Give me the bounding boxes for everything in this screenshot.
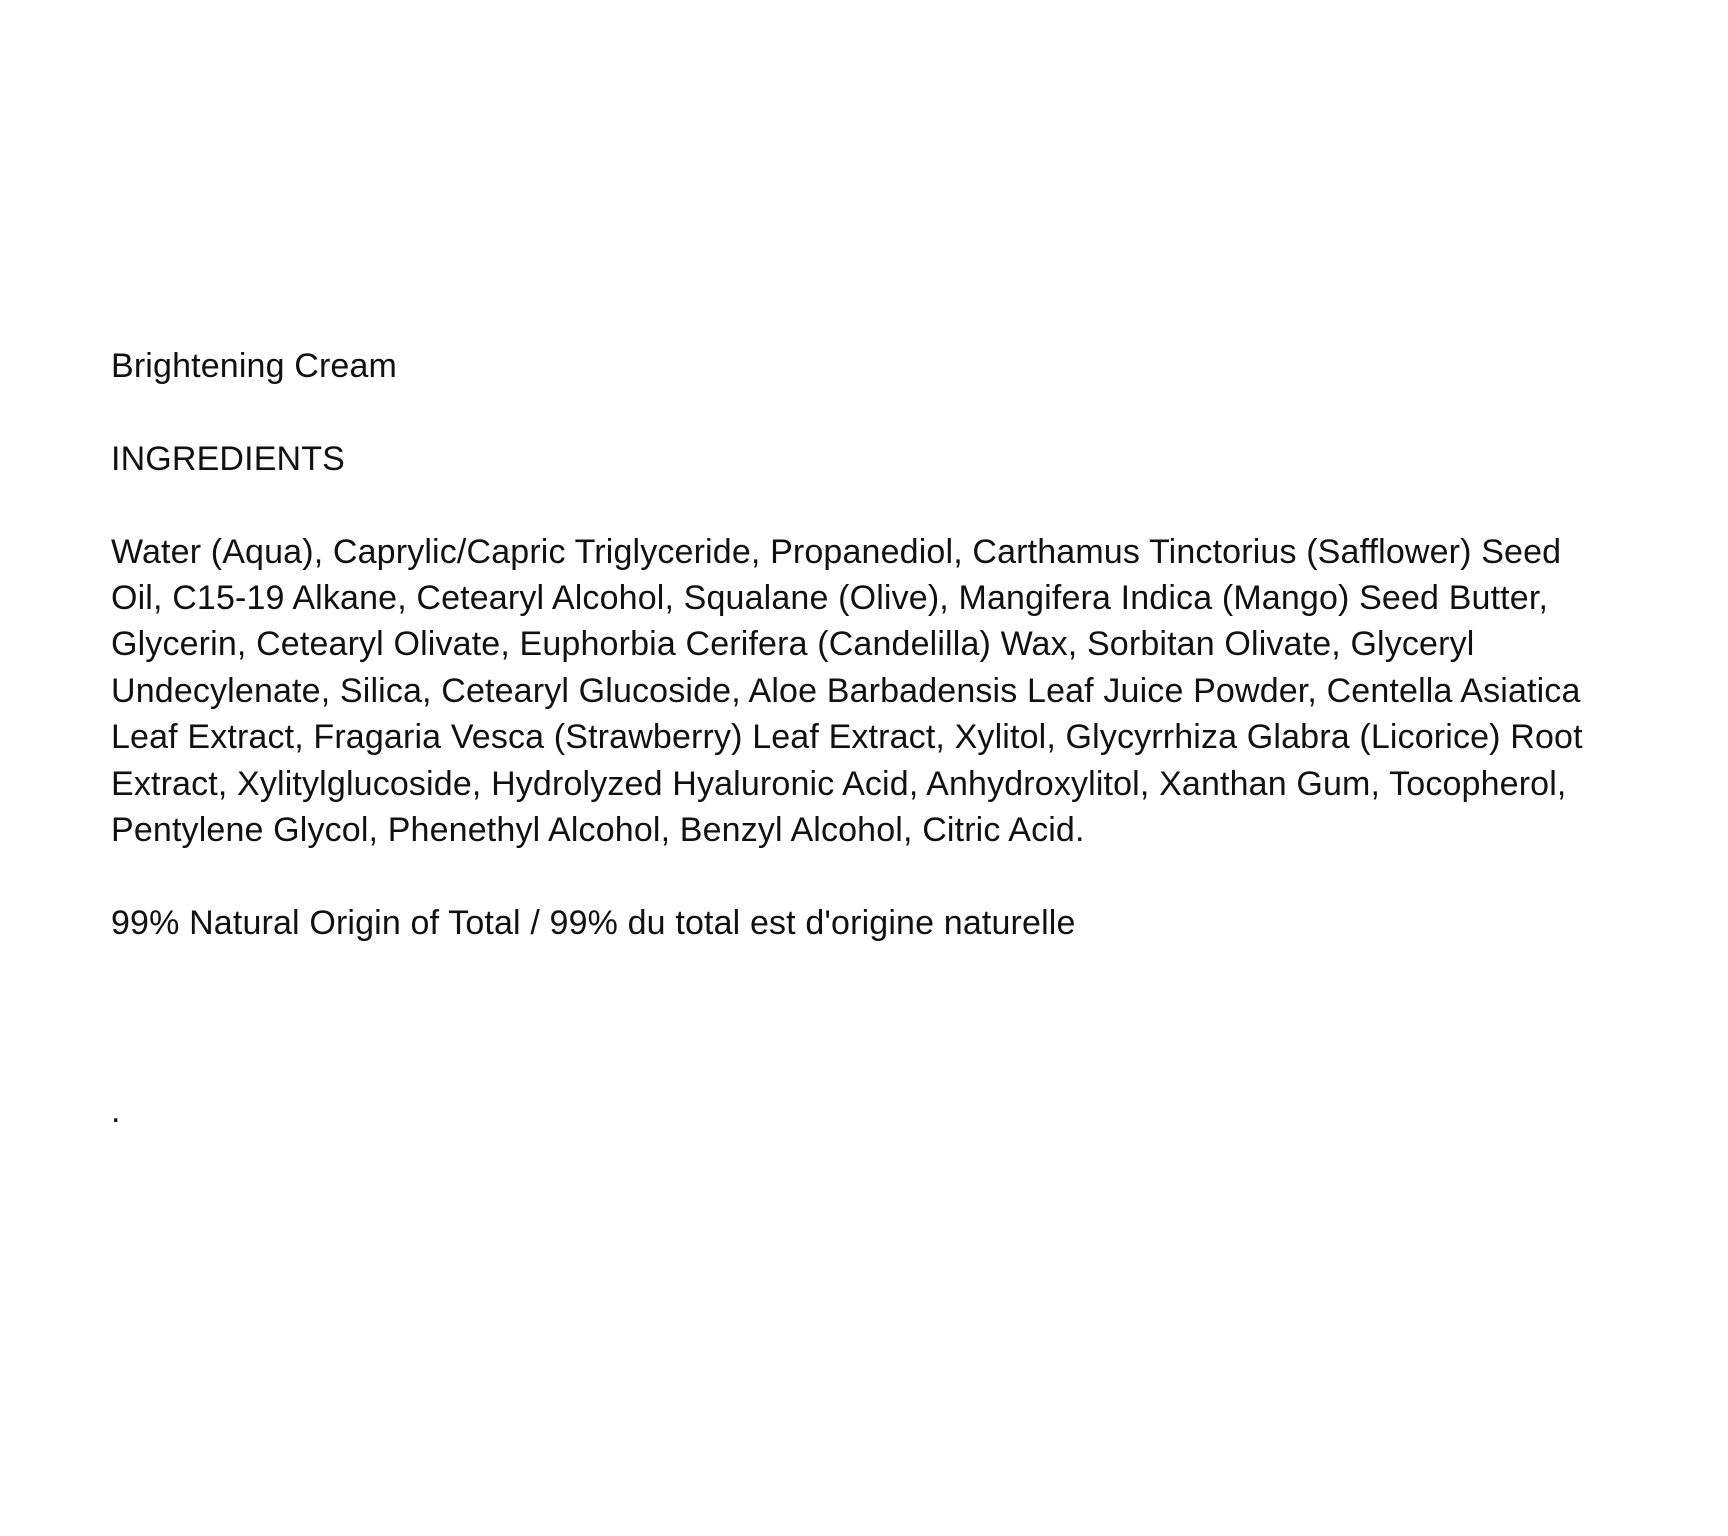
ingredients-line: Glycerin, Cetearyl Olivate, Euphorbia Cerifera (Candelilla) Wax, Sorbitan Olivate, Glyceryl — [111, 625, 1475, 664]
trailing-period: . — [111, 1092, 121, 1130]
spacer — [111, 389, 1681, 435]
ingredients-line: Pentylene Glycol, Phenethyl Alcohol, Benzyl Alcohol, Citric Acid. — [111, 811, 1085, 850]
spacer — [111, 482, 1681, 528]
ingredients-line: Oil, C15-19 Alkane, Cetearyl Alcohol, Squalane (Olive), Mangifera Indica (Mango) Seed Butter, — [111, 579, 1549, 617]
ingredients-list — [111, 529, 1681, 854]
ingredients-line: Extract, Xylitylglucoside, Hydrolyzed Hyaluronic Acid, Anhydroxylitol, Xanthan Gum, Tocopherol, — [111, 764, 1567, 803]
ingredients-line: Water (Aqua), Caprylic/Capric Triglyceride, Propanediol, Carthamus Tinctorius (Safflower) Seed — [111, 532, 1562, 571]
ingredients-document — [111, 343, 1681, 946]
spacer — [111, 853, 1681, 899]
product-name: Brightening Cream — [111, 347, 398, 385]
ingredients-heading: INGREDIENTS — [111, 439, 346, 478]
ingredients-line: Undecylenate, Silica, Cetearyl Glucoside, Aloe Barbadensis Leaf Juice Powder, Centella Asiatica — [111, 671, 1581, 710]
natural-origin-statement: 99% Natural Origin of Total / 99% du total est d'origine naturelle — [111, 903, 1076, 942]
ingredients-line: Leaf Extract, Fragaria Vesca (Strawberry) Leaf Extract, Xylitol, Glycyrrhiza Glabra (Licorice) Root — [111, 718, 1583, 757]
